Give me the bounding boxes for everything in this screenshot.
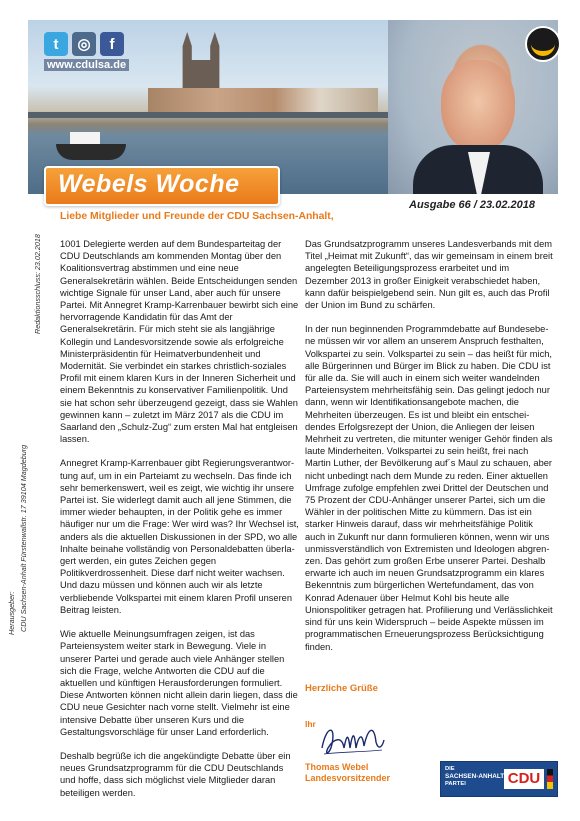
closing-greeting: Herzliche Grüße (305, 683, 378, 694)
signer-role: Landesvorsitzender (305, 773, 391, 783)
paragraph: In der nun beginnenden Programmdebatte auf Bundesebene müssen wir vor allem an unserem Anspruch festhalten, Volkspartei zu sein. Volkspartei zu sein – das heißt für mich, alle Bürgerinnen und Bürger im Blick zu haben. Die CDU ist für alle da. Sie will auch in einem sich weiter wandelnden Parteiensystem mehrheitsfähig sein. Das gelingt jedoch nur dann, wenn wir Identifikationsangebote machen, die Mehrheiten überzeugen. Es ist und bleibt ein entscheidendes Erfolgsrezept der Union, die Anliegen der leisen Mehrheit zu vertreten, die mitunter weniger Gehör finden als laute Minderheiten. Volkspartei zu sein heißt, frei nach Martin Luther, der Bevölkerung auf´s Maul zu schauen, aber nicht unbedingt nach dem Munde zu reden. Einer aktuellen Umfrage zufolge empfehlen zwei Drittel der Deutschen und 75 Prozent der CDU-Anhänger unserer Partei, sich um die Wähler in der politischen Mitte zu kümmern. Das ist ein starker Hinweis darauf, dass wir mehrheitsfähige Politik auch in Zukunft nur dann formulieren können, wenn wir uns unmissverständlich von Extremisten und Ideologen abgrenzen. Das gehört zum großen Erbe unserer Partei. Deshalb erwarte ich auch im neuen Grundsatzprogramm ein klares Bekenntnis zum bürgerlichen Wertefundament, das von Konrad Adenauer über Helmut Kohl bis heute alle Unionspolitiker getragen hat. Profilierung und Verlässlichkeit sind für uns kein Widerspruch – beide Aspekte müssen im programmatischen Erneuerungsprozess Berücksichtigung finden. (305, 324, 553, 652)
facebook-icon[interactable]: f (100, 32, 124, 56)
editorial-deadline: Redaktionsschluss: 23.02.2018 (33, 234, 42, 334)
paragraph: Das Grundsatzprogramm unseres Landesverbands mit dem Titel „Heimat mit Zukunft“, das wir gemeinsam in einem breit angelegten Beteiligungsprozess erarbeitet und im Dezember 2013 in großer Einigkeit verabschiedet haben, kann dafür beispielgebend sein. Nun gilt es, auch das Profil der Union im Bund zu schärfen. (305, 239, 553, 311)
boat (56, 144, 126, 160)
newsletter-title: Webels Woche (58, 170, 240, 198)
closing-ihr: Ihr (305, 719, 316, 729)
paragraph: Wie aktuelle Meinungsumfragen zeigen, ist das Parteiensystem weiter stark in Bewegung. Viele in unserer Partei und gerade auch viele Anhänger stellen sich die Frage, welche Antworten die CDU auf die aktuellen und künftigen Herausforderungen formuliert. Diese Antworten können nicht allein darin liegen, dass die CDU neue Gesichter nach vorne stellt. Vielmehr ist eine intensive Debatte über unseren Kurs und die Gestaltungsvorschläge für unser Land erforderlich. (60, 629, 298, 737)
logo-mark: CDU (504, 769, 544, 789)
signature-name (305, 762, 390, 784)
party-logo-icon (525, 26, 561, 62)
right-column (305, 238, 553, 665)
left-column (60, 238, 300, 811)
signature-image (318, 718, 386, 762)
logo-line-3: PARTEI (445, 781, 466, 787)
publisher-address: CDU Sachsen-Anhalt Fürstenwallstr. 17 39104 Magdeburg (19, 444, 28, 632)
paragraph: Deshalb begrüße ich die angekündigte Debatte über ein neues Grundsatzprogramm für die CDU Deutschlands und hoffe, dass sich möglichst viele Mitglieder daran beteiligen werden. (60, 750, 291, 798)
signer-name: Thomas Webel (305, 762, 369, 772)
logo-line-1: DIE (445, 766, 455, 772)
cdu-logo (440, 761, 558, 797)
greeting: Liebe Mitglieder und Freunde der CDU Sachsen-Anhalt, (60, 211, 334, 222)
instagram-icon[interactable]: ◎ (72, 32, 96, 56)
website-link[interactable]: www.cdulsa.de (44, 59, 129, 71)
twitter-icon[interactable]: t (44, 32, 68, 56)
paragraph: Annegret Kramp-Karrenbauer gibt Regierungsverantwortung auf, um in ein Parteiamt zu wechseln. Das finde ich sehr bemerkenswert, weil es zeigt, wie wichtig ihr unsere Partei ist. Sie widerlegt damit auch all jene Stimmen, die immer wieder behaupten, in der Politik gehe es immer häufiger nur um die Frage: Wer wird was? Ihr Wechsel ist, anders als die aktuellen Diskussionen in der SPD, wo alle Inhalte beinahe vollständig von Personaldebatten überlagert werden, ein gutes Zeichen gegen Politikverdrossenheit. Diese darf nicht weiter wachsen. Und dazu müssen und können auch wir als letzte verbliebende Volkspartei mit einem klaren Profil unseren Beitrag leisten. (60, 458, 299, 615)
issue-number: Ausgabe 66 / 23.02.2018 (409, 199, 535, 211)
title-banner (44, 166, 280, 206)
logo-line-2: SACHSEN-ANHALT (445, 773, 505, 780)
paragraph: 1001 Delegierte werden auf dem Bundesparteitag der CDU Deutschlands am kommenden Montag über den Koalitionsvertrag abstimmen und eine neue Generalsekretärin wählen. Beide Entscheidungen senden wichtige Signale für unser Land, aber auch für unsere Partei. Mit Annegret Kramp-Karrenbauer bewirbt sich eine hervorragende Kandidatin für das Amt der Generalsekretärin. Für mich steht sie als langjährige Kollegin und Landesvorsitzende sowie als erfolgreiche Ministerpräsidentin für Heimatverbundenheit und Modernität. Sie verbindet ein starkes christlich-soziales Profil mit einem klaren Kurs in der Inneren Sicherheit und einem Bekenntnis zu konservativer Familienpolitik. Und sie hat schon sehr überzeugend gezeigt, dass sie Wahlen gewinnen kann – zuletzt im März 2017 als die CDU im Saarland den „Schulz-Zug“ zum ersten Mal hat entgleisen lassen. (60, 239, 299, 445)
bridge (28, 112, 388, 118)
flag-stripe-icon (547, 769, 553, 789)
social-icons (44, 32, 124, 56)
publisher-label: Herausgeber: (7, 591, 16, 635)
portrait-head (441, 60, 515, 152)
